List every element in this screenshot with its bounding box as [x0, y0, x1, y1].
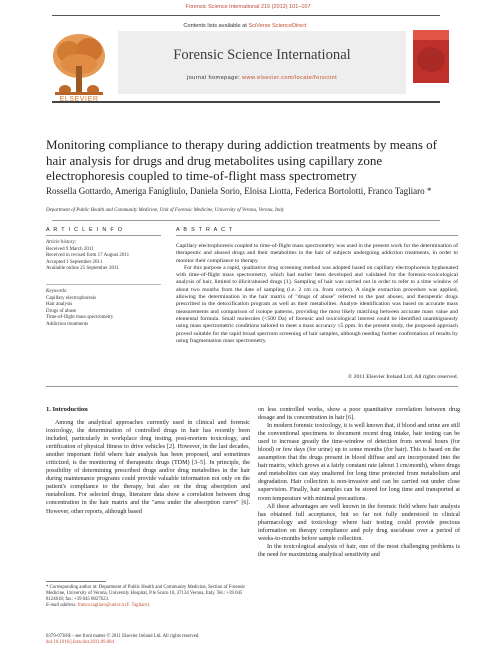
email-label: E-mail address:	[46, 603, 77, 608]
copyright-notice: © 2011 Elsevier Ireland Ltd. All rights reserved.	[347, 374, 458, 380]
keywords-list	[46, 289, 166, 329]
history-revised: Received in revised form 17 August 2011	[46, 253, 130, 259]
affiliation-rule	[52, 220, 440, 221]
contents-prefix: Contents lists available at	[183, 23, 247, 29]
abstract-bottom-rule	[46, 386, 458, 387]
article-history	[46, 240, 166, 273]
introduction-left-column	[46, 419, 250, 516]
journal-banner	[118, 31, 406, 94]
journal-title: Forensic Science International	[173, 47, 351, 63]
keyword-item: Drugs of abuse	[46, 308, 77, 314]
corresponding-author-footnote	[46, 585, 250, 609]
homepage-prefix: journal homepage:	[186, 75, 241, 81]
abstract-rule	[176, 235, 458, 236]
keyword-item: Time-of-flight mass spectrometry	[46, 315, 114, 321]
article-authors: Rossella Gottardo, Ameriga Fanigliulo, Daniela Sorio, Eloisa Liotta, Federica Bortolotti, Franco Tagliaro *	[46, 186, 432, 196]
homepage-url[interactable]: www.elsevier.com/locate/forsciint	[242, 75, 338, 81]
article-info-heading: A R T I C L E I N F O	[46, 227, 124, 233]
publication-meta	[46, 634, 346, 646]
keyword-item: Addiction treatments	[46, 321, 89, 327]
abstract-heading: A B S T R A C T	[176, 227, 234, 233]
footnote-rule	[46, 581, 106, 582]
elsevier-wordmark: ELSEVIER	[59, 96, 99, 103]
introduction-right-column	[258, 406, 460, 559]
sciencedirect-link[interactable]: SciVerse ScienceDirect	[248, 23, 307, 29]
history-received: Received 9 March 2011	[46, 246, 94, 252]
email-link[interactable]: franco.tagliaro@univr.it (F. Tagliaro).	[77, 603, 151, 608]
journal-reference: Forensic Science International 216 (2012) 101–107	[185, 4, 311, 10]
article-title: Monitoring compliance to therapy during addiction treatments by means of hair analysis for drugs and drug metabolites using capillary zone electrophoresis coupled to time-of-flight mass spectrometry	[46, 137, 437, 184]
keywords-label: Keywords:	[46, 289, 68, 294]
body-paragraph: All these advantages are well known in the forensic field where hair analysis has obtained full acceptance, but so far not fully understood in clinical pharmacology and toxicology where hair testing could provide precious information on therapy compliance and poly drug use/abuse over a period of weeks-to-months before sample collection.	[258, 503, 460, 542]
cover-header-band	[413, 30, 449, 40]
header-bottom-rule	[52, 101, 440, 103]
elsevier-tree-logo	[47, 28, 111, 100]
abstract-paragraph: For this purpose a rapid, qualitative drug screening method was adopted based on capillary electrophoresis hyphenated with time-of-flight mass spectrometry, which had earlier been developed and validated for the forensic-toxicological analysis of hair, limited to illicit/abused drugs [1]. Sampling of hair was carried out in order to refer to a time window of about two months from the date of sampling (i.e. 2 cm ca. from cortex). A single extraction procedure was applied, allowing the determination in the hair matrix of "drugs of abuse" referred to the past abuses, and therapeutic drugs prescribed in the detoxification program as well as their metabolites. Analyte identification was based on accurate mass measurements and comparison of isotope patterns, providing the most likely matching between accurate mass value and elemental formula. Small molecules (<500 Da) of forensic and toxicological interest could be identified unambiguously using mass spectrometric conditions tailored to meet a mass accuracy ≤5 ppm. In the present study, the proposed approach proved suitable for the rapid broad spectrum screening of hair samples, although needing further confirmation of results by using fragmentation mass spectrometry.	[176, 264, 458, 344]
history-accepted: Accepted 1 September 2011	[46, 259, 103, 265]
footnote-text: * Corresponding author at: Department of Public Health and Community Medicine, Section of Forensic Medicine, University of Verona, University Hospital, P.le Scuro 10, 37134 Verona, Italy. Tel.: +39 045 8124618; fax: +39 045 8027623.	[46, 585, 246, 602]
cover-emblem	[417, 47, 445, 72]
journal-cover-image	[413, 30, 449, 83]
contents-line	[120, 23, 370, 29]
body-paragraph: In modern forensic toxicology, it is well known that, if blood and urine are still the conventional specimens to document recent drug intake, hair testing can be used to increase greatly the time-window of detection from several hours (for blood) or few days (for urine) up to some months (for hair). This is based on the assumption that the drugs present in blood diffuse and are incorporated into the hair matrix, which grows at a fairly constant rate (about 1 cm/month), where drugs and metabolites can stay unaltered for long time protected from metabolism and degradation. Hair collection is non-invasive and can be carried out under close supervision. Finally, hair samples can be stored for long time and transported at room temperature with minimal precautions.	[258, 423, 460, 502]
introduction-heading: 1. Introduction	[46, 406, 88, 413]
doi-link[interactable]: doi:10.1016/j.forsciint.2011.09.004	[46, 640, 114, 646]
keywords-rule	[46, 284, 161, 285]
header-top-rule	[52, 15, 440, 16]
abstract-paragraph: Capillary electrophoresis coupled to time-of-flight mass spectrometry was used in the present work for the determination of therapeutic and abused drugs and their metabolites in the hair of subjects undergoing addiction treatments, in order to monitor their compliance to therapy.	[176, 243, 458, 264]
keyword-item: Hair analysis	[46, 302, 73, 308]
body-paragraph: Among the analytical approaches currently used in clinical and forensic toxicology, the determination of controlled drugs in hair has recently been included, particularly in workplace drug testing, post-mortem toxicology, and certification of physical fitness to drive vehicles [2]. However, in the last decades, another important field where hair analysis has been proposed, and sometimes criticized, is the monitoring of therapeutic drugs (TDM) [3–5]. In principle, the possibility of determining prescribed drugs and/or drug metabolites in the hair during maintenance programs could provide valuable information not only on the patient's compliance to the therapy, but also on the drug absorption and metabolism. For selected drugs, literature data show a correlation between drug concentration in the hair matrix and the "area under the absorption curve" [6]. However, other reports, although based	[46, 420, 250, 515]
body-paragraph: In the toxicological analysis of hair, one of the most challenging problems is the need for maximizing analytical sensitivity and	[258, 543, 460, 558]
issn-line: 0379-0738/$ – see front matter © 2011 Elsevier Ireland Ltd. All rights reserved.	[46, 634, 200, 639]
footnote-email-line	[46, 603, 250, 609]
abstract-body	[176, 243, 458, 345]
body-paragraph: on less controlled works, show a poor quantitative correlation between drug dosage and its concentration in hair [6].	[258, 407, 460, 422]
keyword-item: Capillary electrophoresis	[46, 295, 97, 301]
history-online: Available online 25 September 2011	[46, 266, 119, 272]
author-affiliation: Department of Public Health and Community Medicine, Unit of Forensic Medicine, University of Verona, Verona, Italy	[46, 208, 285, 213]
article-info-rule	[46, 235, 161, 236]
journal-homepage	[118, 75, 406, 81]
article-history-label: Article history:	[46, 240, 77, 245]
